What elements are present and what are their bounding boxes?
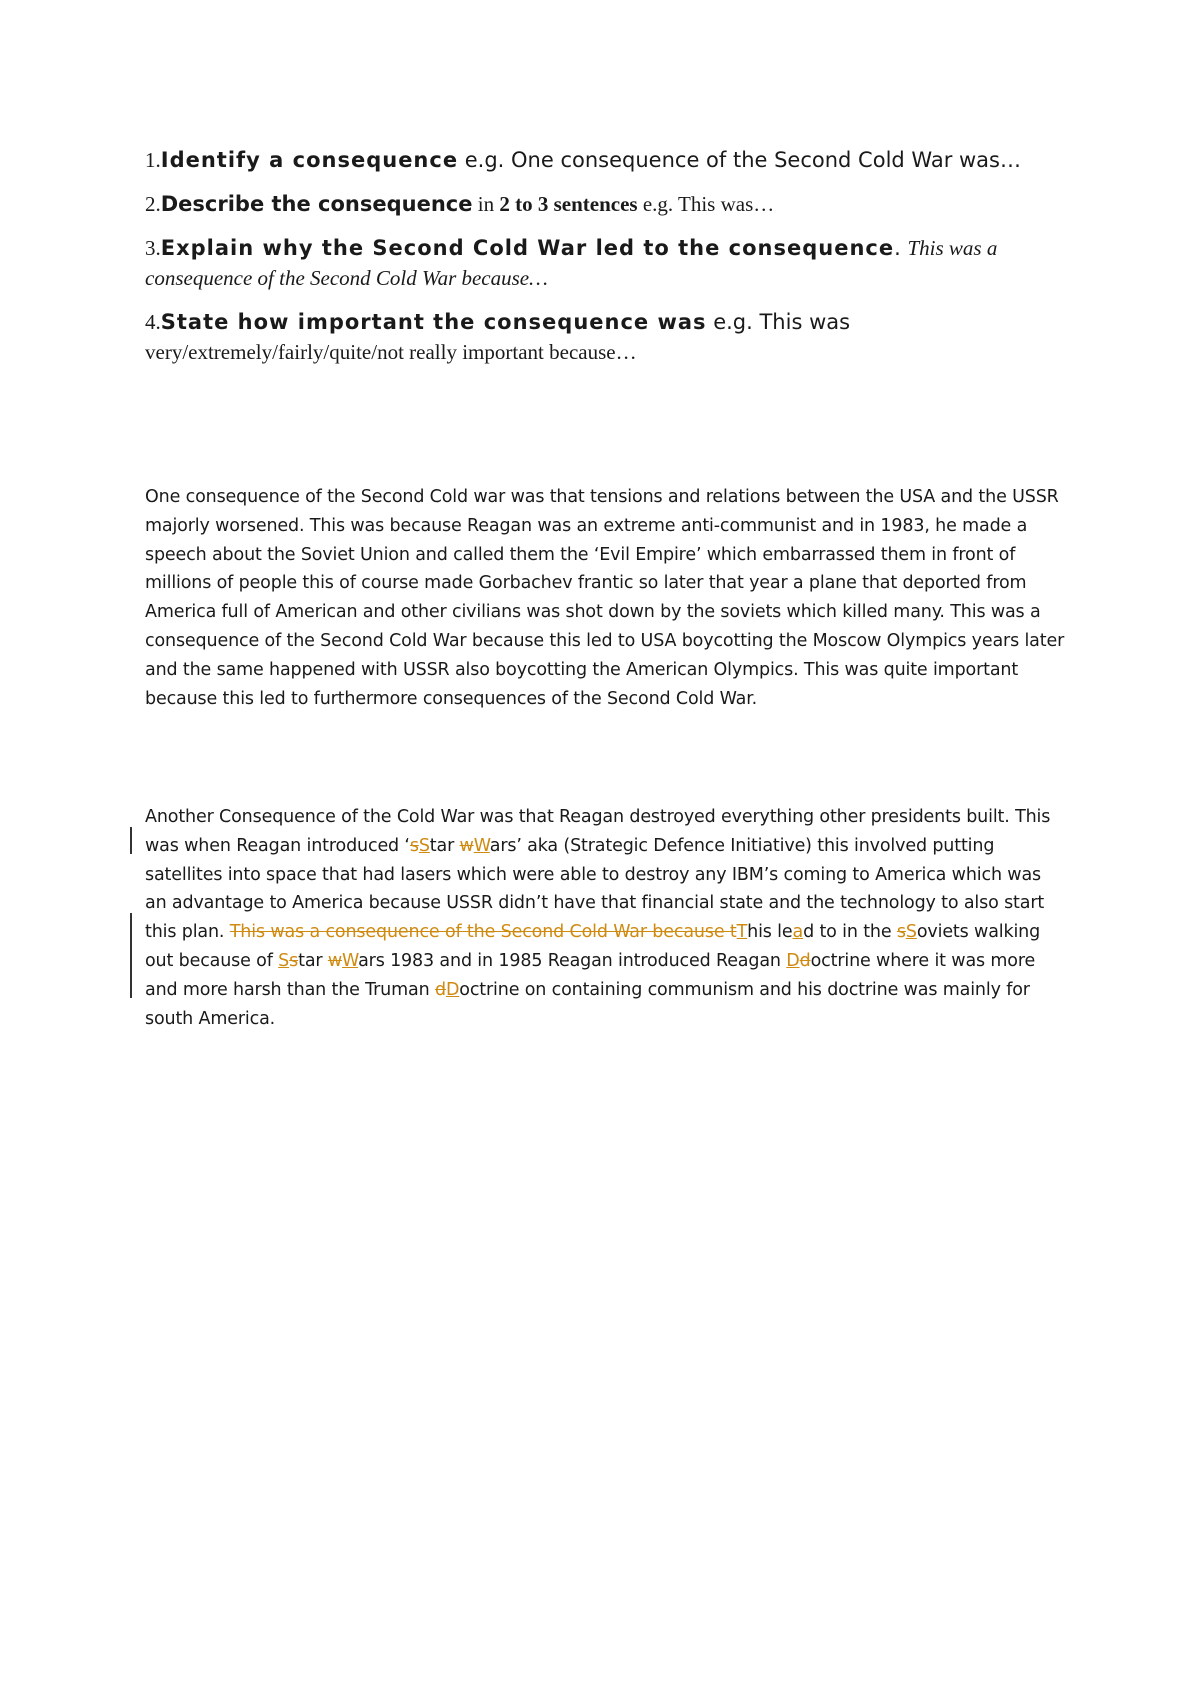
deleted-text: s <box>896 922 906 943</box>
change-bar <box>130 913 132 998</box>
step-text: . <box>894 236 908 260</box>
text-run: octrine where it was more and more harsh than the Truman <box>145 950 1036 1000</box>
text-run: tar <box>429 835 460 856</box>
text-run: ars 1983 and in 1985 Reagan introduced Reagan <box>358 950 787 971</box>
paragraph-text <box>145 803 1065 1033</box>
step-text: in <box>472 192 500 216</box>
essay-paragraph-1 <box>145 483 1065 713</box>
deleted-text: w <box>327 950 343 971</box>
text-run: d to in the <box>803 922 897 943</box>
text-run: ars’ aka (Strategic Defence Initiative) this involved putting satellites into space that had lasers which were able to destroy any IBM’s coming to America which was an advantage to America because USSR didn’t have that financial state and the technology to also start this plan. <box>145 835 1045 943</box>
instruction-list <box>145 145 1045 381</box>
inserted-text: W <box>342 950 359 971</box>
paragraph-text: One consequence of the Second Cold war was that tensions and relations between the USA and the USSR majorly worsened. This was because Reagan was an extreme anti-communist and in 1983, he made a speech about the Soviet Union and called them the ‘Evil Empire’ which embarrassed them in front of millions of people this of course made Gorbachev frantic so later that year a plane that deported from America full of American and other civilians was shot down by the soviets which killed many. This was a consequence of the Second Cold War because this led to USA boycotting the Moscow Olympics years later and the same happened with USSR also boycotting the American Olympics. This was quite important because this led to furthermore consequences of the Second Cold War. <box>145 487 1065 709</box>
step-number: 2. <box>145 192 161 216</box>
step-text: e.g. One consequence of the Second Cold War was… <box>458 148 1021 172</box>
deleted-text: This was a consequence of the Second Cold War because t <box>229 922 737 943</box>
step-number: 4. <box>145 310 161 334</box>
change-bar <box>130 827 132 854</box>
step-emphasis: 2 to 3 sentences <box>499 192 638 216</box>
inserted-text: T <box>736 922 748 943</box>
inserted-text: S <box>278 950 290 971</box>
step-text: e.g. This was… <box>637 192 775 216</box>
step-text: e.g. This was <box>706 310 851 334</box>
inserted-text: S <box>905 922 917 943</box>
text-run: Another Consequence of the Cold War was that Reagan destroyed everything other presidents built. This was when Reagan introduced ‘ <box>145 807 1051 856</box>
instruction-4 <box>145 307 1045 367</box>
step-italic-text: This was a consequence of the Second Cold War because… <box>145 236 998 290</box>
text-run: oviets walking out because of <box>145 922 1041 971</box>
inserted-text: S <box>418 835 430 856</box>
step-heading: State how important the consequence was <box>160 310 707 334</box>
step-heading: Explain why the Second Cold War led to the consequence <box>160 236 895 260</box>
inserted-text: D <box>445 979 460 1000</box>
step-number: 1. <box>145 148 161 172</box>
deleted-text: w <box>459 835 474 856</box>
inserted-text: D <box>786 950 800 971</box>
essay-paragraph-2 <box>145 803 1065 1033</box>
step-text: very/extremely/fairly/quite/not really important because… <box>145 340 637 364</box>
step-number: 3. <box>145 236 161 260</box>
deleted-text: s <box>409 835 419 856</box>
deleted-text: d <box>434 979 446 1000</box>
instruction-2 <box>145 189 1045 219</box>
instruction-3 <box>145 233 1045 293</box>
text-run: octrine on containing communism and his doctrine was mainly for south America. <box>145 979 1030 1029</box>
text-run: his le <box>747 922 793 943</box>
deleted-text: s <box>289 950 299 971</box>
instruction-1 <box>145 145 1045 175</box>
deleted-text: d <box>799 950 811 971</box>
text-run: tar <box>298 950 328 971</box>
inserted-text: W <box>473 835 490 856</box>
inserted-text: a <box>792 922 804 943</box>
step-heading: Describe the consequence <box>160 192 473 216</box>
step-heading: Identify a consequence <box>160 148 459 172</box>
